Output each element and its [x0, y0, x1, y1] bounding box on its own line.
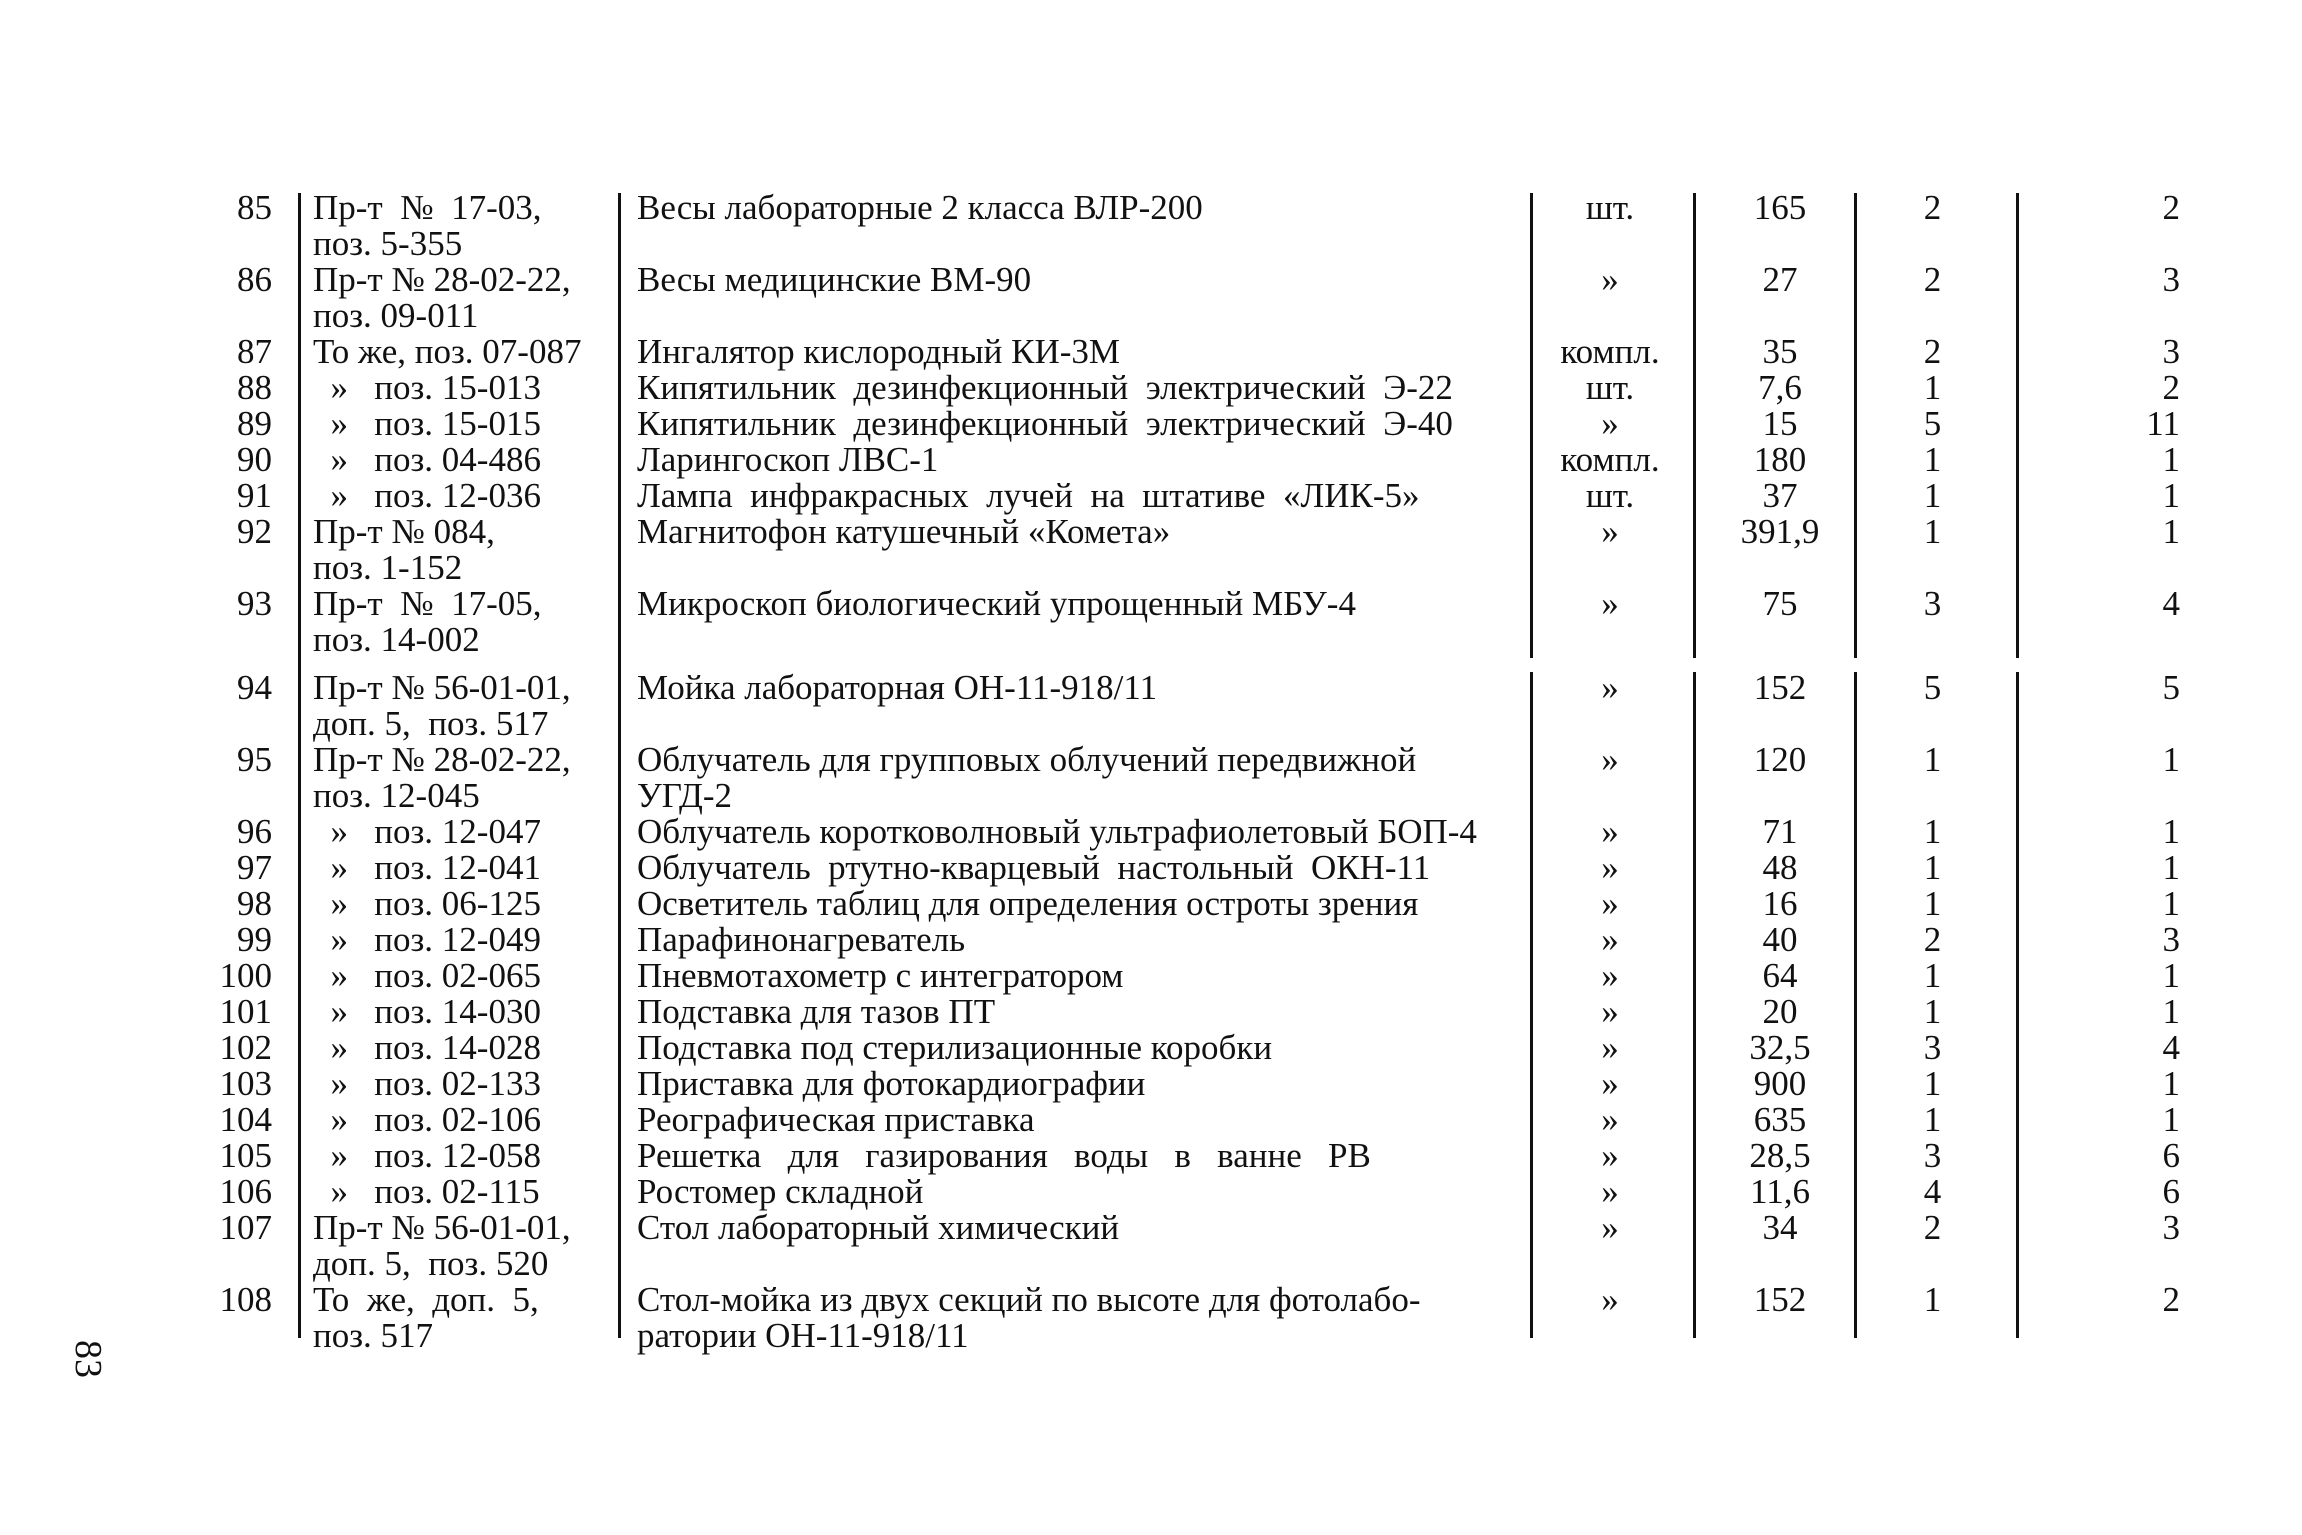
item-description [637, 442, 1517, 478]
source-line: То же, поз. 07-087 [313, 332, 582, 371]
description-line: Весы медицинские ВМ-90 [637, 260, 1032, 299]
source-line: поз. 5-355 [313, 224, 463, 263]
item-description [637, 850, 1517, 886]
source-line: » поз. 15-013 [313, 368, 541, 407]
item-description [637, 190, 1517, 226]
column-divider [1693, 193, 1696, 658]
source-line: » поз. 14-028 [313, 1028, 541, 1067]
item-description [637, 586, 1517, 622]
unit-of-measure: » [1601, 1172, 1619, 1211]
unit-of-measure: » [1601, 920, 1619, 959]
source-reference [313, 442, 603, 478]
quantity-a: 1 [1923, 476, 1942, 515]
page-number: 83 [67, 1340, 109, 1378]
row-number: 108 [219, 1280, 272, 1319]
unit-of-measure: шт. [1585, 368, 1635, 407]
row-number: 103 [219, 1064, 272, 1103]
source-line: » поз. 02-133 [313, 1064, 541, 1103]
item-description [637, 1282, 1517, 1354]
row-number: 87 [237, 332, 272, 371]
source-line: поз. 12-045 [313, 776, 480, 815]
column-divider [1530, 672, 1533, 1338]
unit-price: 165 [1753, 188, 1807, 227]
quantity-b: 1 [2162, 476, 2180, 515]
description-line: ратории ОН-11-918/11 [637, 1316, 969, 1355]
quantity-a: 2 [1923, 188, 1942, 227]
item-description [637, 1030, 1517, 1066]
source-line: » поз. 12-049 [313, 920, 541, 959]
source-reference [313, 406, 603, 442]
unit-of-measure: » [1601, 1280, 1619, 1319]
quantity-a: 3 [1923, 1136, 1942, 1175]
item-description [637, 886, 1517, 922]
unit-of-measure: шт. [1585, 188, 1635, 227]
quantity-a: 1 [1923, 740, 1942, 779]
source-line: поз. 14-002 [313, 620, 480, 659]
unit-of-measure: » [1601, 1208, 1619, 1247]
source-line: » поз. 12-058 [313, 1136, 541, 1175]
source-reference [313, 478, 603, 514]
quantity-b: 1 [2162, 956, 2180, 995]
item-description [637, 1102, 1517, 1138]
quantity-b: 2 [2162, 1280, 2180, 1319]
item-description [637, 334, 1517, 370]
unit-price: 28,5 [1749, 1136, 1811, 1175]
quantity-a: 2 [1923, 260, 1942, 299]
description-line: Ларингоскоп ЛВС-1 [637, 440, 939, 479]
item-description [637, 994, 1517, 1030]
unit-price: 75 [1762, 584, 1798, 623]
unit-price: 64 [1762, 956, 1798, 995]
description-line: Кипятильник дезинфекционный электрический Э-40 [637, 404, 1453, 443]
quantity-b: 1 [2162, 440, 2180, 479]
unit-of-measure: компл. [1560, 332, 1660, 371]
quantity-a: 1 [1923, 884, 1942, 923]
quantity-b: 5 [2162, 668, 2180, 707]
unit-price: 35 [1762, 332, 1798, 371]
source-line: » поз. 14-030 [313, 992, 541, 1031]
source-line: поз. 09-011 [313, 296, 479, 335]
source-line: » поз. 02-106 [313, 1100, 541, 1139]
row-number: 97 [237, 848, 272, 887]
source-line: Пр-т № 56-01-01, [313, 1208, 571, 1247]
description-line: Облучатель ртутно-кварцевый настольный ОКН-11 [637, 848, 1431, 887]
item-description [637, 1066, 1517, 1102]
unit-price: 7,6 [1758, 368, 1802, 407]
source-reference [313, 922, 603, 958]
source-reference [313, 1210, 603, 1282]
source-line: Пр-т № 28-02-22, [313, 260, 571, 299]
description-line: Лампа инфракрасных лучей на штативе «ЛИК-5» [637, 476, 1420, 515]
quantity-b: 11 [2146, 404, 2180, 443]
column-divider [2016, 672, 2019, 1338]
quantity-b: 1 [2162, 512, 2180, 551]
item-description [637, 406, 1517, 442]
description-line: УГД-2 [637, 776, 732, 815]
source-line: Пр-т № 17-05, [313, 584, 542, 623]
quantity-a: 3 [1923, 1028, 1942, 1067]
quantity-a: 2 [1923, 1208, 1942, 1247]
unit-price: 16 [1762, 884, 1798, 923]
row-number: 96 [237, 812, 272, 851]
unit-of-measure: шт. [1585, 476, 1635, 515]
description-line: Кипятильник дезинфекционный электрический Э-22 [637, 368, 1453, 407]
quantity-a: 5 [1923, 404, 1942, 443]
source-line: доп. 5, поз. 520 [313, 1244, 549, 1283]
row-number: 86 [237, 260, 272, 299]
source-reference [313, 1138, 603, 1174]
source-reference [313, 334, 603, 370]
source-line: » поз. 15-015 [313, 404, 541, 443]
source-reference [313, 1282, 603, 1354]
row-number: 104 [219, 1100, 272, 1139]
item-description [637, 814, 1517, 850]
unit-of-measure: компл. [1560, 440, 1660, 479]
item-description [637, 478, 1517, 514]
row-number: 89 [237, 404, 272, 443]
description-line: Облучатель коротковолновый ультрафиолетовый БОП-4 [637, 812, 1477, 851]
unit-of-measure: » [1601, 1100, 1619, 1139]
unit-of-measure: » [1601, 956, 1619, 995]
description-line: Приставка для фотокардиографии [637, 1064, 1146, 1103]
source-line: » поз. 02-065 [313, 956, 541, 995]
quantity-a: 2 [1923, 920, 1942, 959]
source-reference [313, 586, 603, 658]
quantity-b: 4 [2162, 1028, 2180, 1067]
unit-price: 34 [1762, 1208, 1798, 1247]
unit-of-measure: » [1601, 404, 1619, 443]
column-divider [298, 193, 301, 1338]
row-number: 99 [237, 920, 272, 959]
quantity-b: 1 [2162, 1100, 2180, 1139]
row-number: 88 [237, 368, 272, 407]
column-divider [1693, 672, 1696, 1338]
description-line: Мойка лабораторная ОН-11-918/11 [637, 668, 1158, 707]
row-number: 100 [219, 956, 272, 995]
column-divider [1530, 193, 1533, 658]
quantity-b: 2 [2162, 368, 2180, 407]
unit-price: 11,6 [1750, 1172, 1810, 1211]
unit-price: 48 [1762, 848, 1798, 887]
row-number: 91 [237, 476, 272, 515]
item-description [637, 1210, 1517, 1246]
unit-of-measure: » [1601, 668, 1619, 707]
source-line: » поз. 02-115 [313, 1172, 540, 1211]
column-divider [1854, 193, 1857, 658]
quantity-a: 1 [1923, 512, 1942, 551]
quantity-b: 3 [2162, 920, 2180, 959]
quantity-b: 4 [2162, 584, 2180, 623]
unit-of-measure: » [1601, 1028, 1619, 1067]
quantity-b: 1 [2162, 812, 2180, 851]
source-reference [313, 958, 603, 994]
unit-price: 20 [1762, 992, 1798, 1031]
unit-price: 391,9 [1740, 512, 1820, 551]
quantity-a: 1 [1923, 1064, 1942, 1103]
quantity-a: 1 [1923, 848, 1942, 887]
description-line: Подставка для тазов ПТ [637, 992, 996, 1031]
column-divider [618, 193, 621, 1338]
unit-price: 120 [1753, 740, 1807, 779]
source-line: Пр-т № 28-02-22, [313, 740, 571, 779]
source-reference [313, 514, 603, 586]
quantity-b: 1 [2162, 992, 2180, 1031]
unit-of-measure: » [1601, 512, 1619, 551]
description-line: Парафинонагреватель [637, 920, 966, 959]
column-divider [2016, 193, 2019, 658]
row-number: 92 [237, 512, 272, 551]
unit-price: 71 [1762, 812, 1798, 851]
row-number: 85 [237, 188, 272, 227]
quantity-b: 1 [2162, 1064, 2180, 1103]
quantity-a: 1 [1923, 1280, 1942, 1319]
unit-of-measure: » [1601, 740, 1619, 779]
item-description [637, 922, 1517, 958]
quantity-a: 1 [1923, 956, 1942, 995]
source-reference [313, 262, 603, 334]
source-reference [313, 670, 603, 742]
source-line: » поз. 06-125 [313, 884, 541, 923]
row-number: 94 [237, 668, 272, 707]
quantity-b: 1 [2162, 884, 2180, 923]
unit-of-measure: » [1601, 1064, 1619, 1103]
source-reference [313, 1030, 603, 1066]
description-line: Облучатель для групповых облучений передвижной [637, 740, 1417, 779]
quantity-a: 1 [1923, 812, 1942, 851]
source-reference [313, 850, 603, 886]
unit-of-measure: » [1601, 848, 1619, 887]
unit-of-measure: » [1601, 1136, 1619, 1175]
source-line: Пр-т № 084, [313, 512, 495, 551]
row-number: 107 [219, 1208, 272, 1247]
item-description [637, 742, 1517, 814]
unit-of-measure: » [1601, 992, 1619, 1031]
unit-price: 15 [1762, 404, 1798, 443]
source-reference [313, 886, 603, 922]
source-line: » поз. 12-036 [313, 476, 541, 515]
quantity-a: 1 [1923, 440, 1942, 479]
unit-price: 900 [1753, 1064, 1807, 1103]
unit-of-measure: » [1601, 584, 1619, 623]
quantity-a: 3 [1923, 584, 1942, 623]
row-number: 102 [219, 1028, 272, 1067]
description-line: Решетка для газирования воды в ванне РВ [637, 1136, 1371, 1175]
source-reference [313, 994, 603, 1030]
source-reference [313, 370, 603, 406]
unit-price: 40 [1762, 920, 1798, 959]
quantity-a: 2 [1923, 332, 1942, 371]
source-line: доп. 5, поз. 517 [313, 704, 549, 743]
item-description [637, 370, 1517, 406]
source-line: То же, доп. 5, [313, 1280, 539, 1319]
description-line: Магнитофон катушечный «Комета» [637, 512, 1171, 551]
source-reference [313, 190, 603, 262]
source-line: » поз. 04-486 [313, 440, 541, 479]
description-line: Осветитель таблиц для определения остроты зрения [637, 884, 1419, 923]
source-line: поз. 1-152 [313, 548, 463, 587]
item-description [637, 262, 1517, 298]
row-number: 106 [219, 1172, 272, 1211]
quantity-a: 5 [1923, 668, 1942, 707]
source-line: » поз. 12-041 [313, 848, 541, 887]
item-description [637, 958, 1517, 994]
row-number: 105 [219, 1136, 272, 1175]
unit-of-measure: » [1601, 812, 1619, 851]
unit-of-measure: » [1601, 260, 1619, 299]
description-line: Реографическая приставка [637, 1100, 1035, 1139]
description-line: Ростомер складной [637, 1172, 924, 1211]
quantity-b: 3 [2162, 260, 2180, 299]
source-line: Пр-т № 56-01-01, [313, 668, 571, 707]
unit-price: 152 [1753, 668, 1807, 707]
source-line: Пр-т № 17-03, [313, 188, 542, 227]
column-divider [1854, 672, 1857, 1338]
quantity-a: 1 [1923, 1100, 1942, 1139]
item-description [637, 514, 1517, 550]
description-line: Микроскоп биологический упрощенный МБУ-4 [637, 584, 1356, 623]
quantity-b: 6 [2162, 1172, 2180, 1211]
source-reference [313, 1066, 603, 1102]
source-line: » поз. 12-047 [313, 812, 541, 851]
row-number: 93 [237, 584, 272, 623]
source-reference [313, 1174, 603, 1210]
source-reference [313, 814, 603, 850]
unit-price: 37 [1762, 476, 1798, 515]
description-line: Стол-мойка из двух секций по высоте для фотолабо- [637, 1280, 1421, 1319]
source-reference [313, 742, 603, 814]
source-reference [313, 1102, 603, 1138]
description-line: Весы лабораторные 2 класса ВЛР-200 [637, 188, 1203, 227]
quantity-a: 4 [1923, 1172, 1942, 1211]
unit-price: 152 [1753, 1280, 1807, 1319]
description-line: Подставка под стерилизационные коробки [637, 1028, 1273, 1067]
source-line: поз. 517 [313, 1316, 434, 1355]
description-line: Ингалятор кислородный КИ-3М [637, 332, 1121, 371]
quantity-a: 1 [1923, 368, 1942, 407]
quantity-b: 3 [2162, 1208, 2180, 1247]
row-number: 101 [219, 992, 272, 1031]
unit-price: 635 [1753, 1100, 1807, 1139]
unit-price: 32,5 [1749, 1028, 1811, 1067]
row-number: 95 [237, 740, 272, 779]
quantity-b: 3 [2162, 332, 2180, 371]
row-number: 90 [237, 440, 272, 479]
description-line: Пневмотахометр с интегратором [637, 956, 1124, 995]
quantity-b: 1 [2162, 848, 2180, 887]
unit-price: 180 [1753, 440, 1807, 479]
unit-price: 27 [1762, 260, 1798, 299]
quantity-b: 6 [2162, 1136, 2180, 1175]
description-line: Стол лабораторный химический [637, 1208, 1120, 1247]
row-number: 98 [237, 884, 272, 923]
quantity-b: 2 [2162, 188, 2180, 227]
quantity-b: 1 [2162, 740, 2180, 779]
unit-of-measure: » [1601, 884, 1619, 923]
quantity-a: 1 [1923, 992, 1942, 1031]
item-description [637, 670, 1517, 706]
item-description [637, 1138, 1517, 1174]
item-description [637, 1174, 1517, 1210]
